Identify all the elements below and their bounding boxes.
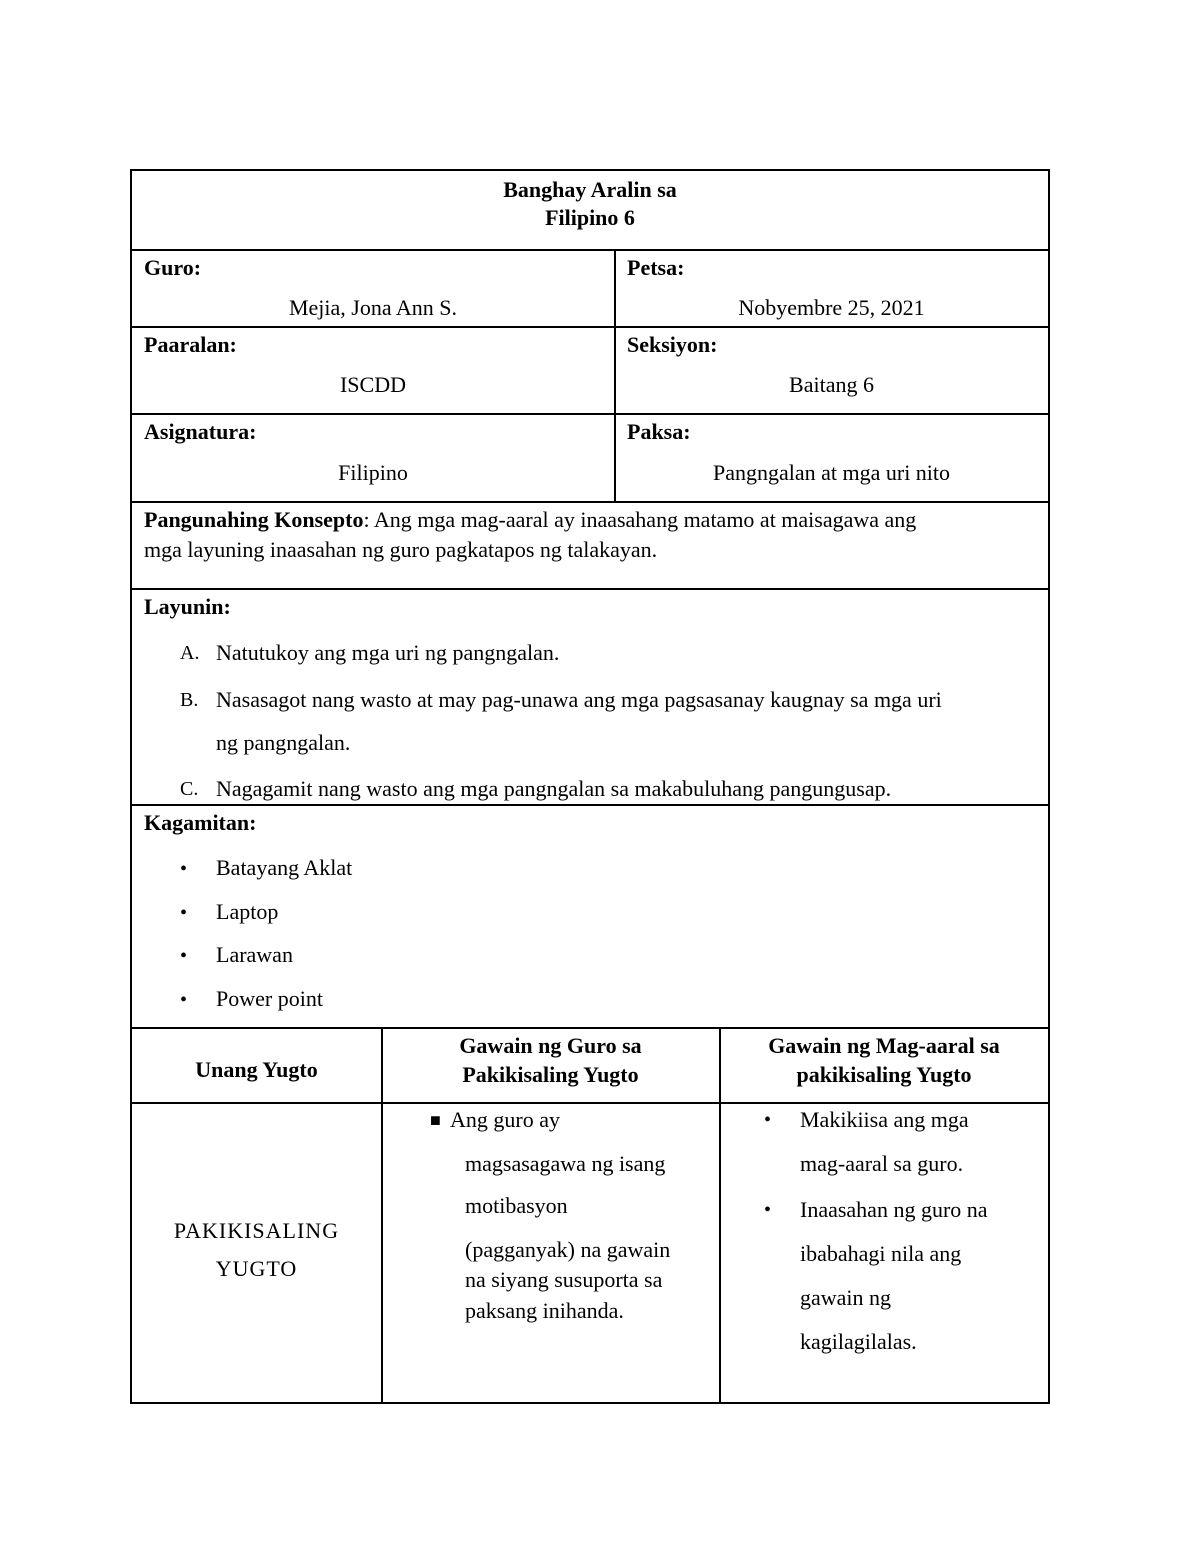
kagamitan-item-4: Power point	[216, 986, 323, 1011]
header-gawain-guro	[382, 1027, 721, 1103]
seksiyon-label: Seksiyon:	[627, 332, 718, 357]
konsepto-cell	[130, 501, 1050, 589]
guro-line-4: (pagganyak) na gawain	[465, 1237, 671, 1262]
guro-line-3: motibasyon	[465, 1193, 568, 1218]
kagamitan-bullet-1: •	[180, 858, 188, 880]
petsa-value: Nobyembre 25, 2021	[738, 295, 925, 320]
guro-cell	[130, 249, 616, 327]
guro-label: Guro:	[144, 255, 202, 280]
paksa-value: Pangngalan at mga uri nito	[712, 460, 951, 485]
guro-line-1: Ang guro ay	[450, 1107, 560, 1132]
layunin-marker-b: B.	[180, 689, 199, 711]
mag-aaral-bullet-2: •	[764, 1199, 772, 1221]
kagamitan-cell	[130, 804, 1050, 1028]
kagamitan-label: Kagamitan:	[144, 810, 257, 835]
kagamitan-bullet-2: •	[180, 902, 188, 924]
header-gawain-mag-aaral	[720, 1027, 1050, 1103]
kagamitan-item-2: Laptop	[216, 899, 279, 924]
mag-aaral-item2-line3: gawain ng	[800, 1285, 892, 1310]
layunin-marker-c: C.	[180, 778, 199, 800]
layunin-item-c: Nagagamit nang wasto ang mga pangngalan sa makabuluhang pangungusap.	[216, 776, 892, 801]
seksiyon-cell	[615, 326, 1050, 414]
mag-aaral-item2-line1: Inaasahan ng guro na	[800, 1197, 988, 1222]
layunin-item-b-line2: ng pangngalan.	[216, 730, 351, 755]
yugto-cell	[130, 1102, 383, 1404]
title-cell	[130, 169, 1050, 250]
asignatura-cell	[130, 413, 616, 502]
mag-aaral-item2-line4: kagilagilalas.	[800, 1329, 917, 1354]
guro-line-5: na siyang susuporta sa	[465, 1267, 663, 1292]
paksa-label: Paksa:	[627, 419, 691, 444]
mag-aaral-item1-line1: Makikiisa ang mga	[800, 1107, 969, 1132]
kagamitan-bullet-4: •	[180, 989, 188, 1011]
konsepto-text-line2: mga layuning inaasahan ng guro pagkatapos ng talakayan.	[144, 537, 658, 562]
mag-aaral-bullet-1: •	[764, 1109, 772, 1131]
layunin-item-a: Natutukoy ang mga uri ng pangngalan.	[216, 640, 560, 665]
layunin-cell	[130, 588, 1050, 805]
paaralan-cell	[130, 326, 616, 414]
konsepto-text-line1: : Ang mga mag-aaral ay inaasahang matamo at maisagawa ang	[363, 507, 917, 532]
doc-title-line2: Filipino 6	[545, 205, 635, 230]
guro-value: Mejia, Jona Ann S.	[288, 295, 458, 320]
yugto-line1: PAKIKISALING	[173, 1218, 340, 1243]
asignatura-value: Filipino	[338, 460, 408, 485]
layunin-item-b-line1: Nasasagot nang wasto at may pag-unawa ang mga pagsasanay kaugnay sa mga uri	[216, 687, 942, 712]
mag-aaral-item2-line2: ibabahagi nila ang	[800, 1241, 962, 1266]
guro-square-bullet: ■	[430, 1110, 441, 1130]
header-unang-yugto	[130, 1027, 383, 1103]
header-unang-yugto-text: Unang Yugto	[195, 1057, 318, 1082]
petsa-cell	[615, 249, 1050, 327]
petsa-label: Petsa:	[627, 255, 685, 280]
kagamitan-item-1: Batayang Aklat	[216, 855, 353, 880]
guro-line-6: paksang inihanda.	[465, 1298, 624, 1323]
layunin-marker-a: A.	[180, 642, 200, 664]
kagamitan-bullet-3: •	[180, 945, 188, 967]
layunin-label: Layunin:	[144, 594, 231, 619]
konsepto-line1	[144, 507, 916, 533]
header-gawain-guro-line2: Pakikisaling Yugto	[462, 1062, 639, 1087]
doc-title-line1: Banghay Aralin sa	[503, 177, 677, 202]
seksiyon-value: Baitang 6	[789, 372, 874, 397]
header-gawain-guro-line1: Gawain ng Guro sa	[459, 1033, 642, 1058]
paksa-cell	[615, 413, 1050, 502]
paaralan-label: Paaralan:	[144, 332, 237, 357]
konsepto-label: Pangunahing Konsepto	[144, 507, 364, 532]
kagamitan-item-3: Larawan	[216, 942, 293, 967]
paaralan-value: ISCDD	[339, 372, 406, 397]
mag-aaral-item1-line2: mag-aaral sa guro.	[800, 1151, 964, 1176]
gawain-mag-aaral-cell	[720, 1102, 1050, 1404]
guro-line-2: magsasagawa ng isang	[465, 1151, 666, 1176]
yugto-line2: YUGTO	[215, 1256, 298, 1281]
header-gawain-mag-aaral-line2: pakikisaling Yugto	[796, 1062, 972, 1087]
asignatura-label: Asignatura:	[144, 419, 257, 444]
gawain-guro-cell	[382, 1102, 721, 1404]
header-gawain-mag-aaral-line1: Gawain ng Mag-aaral sa	[768, 1033, 1000, 1058]
